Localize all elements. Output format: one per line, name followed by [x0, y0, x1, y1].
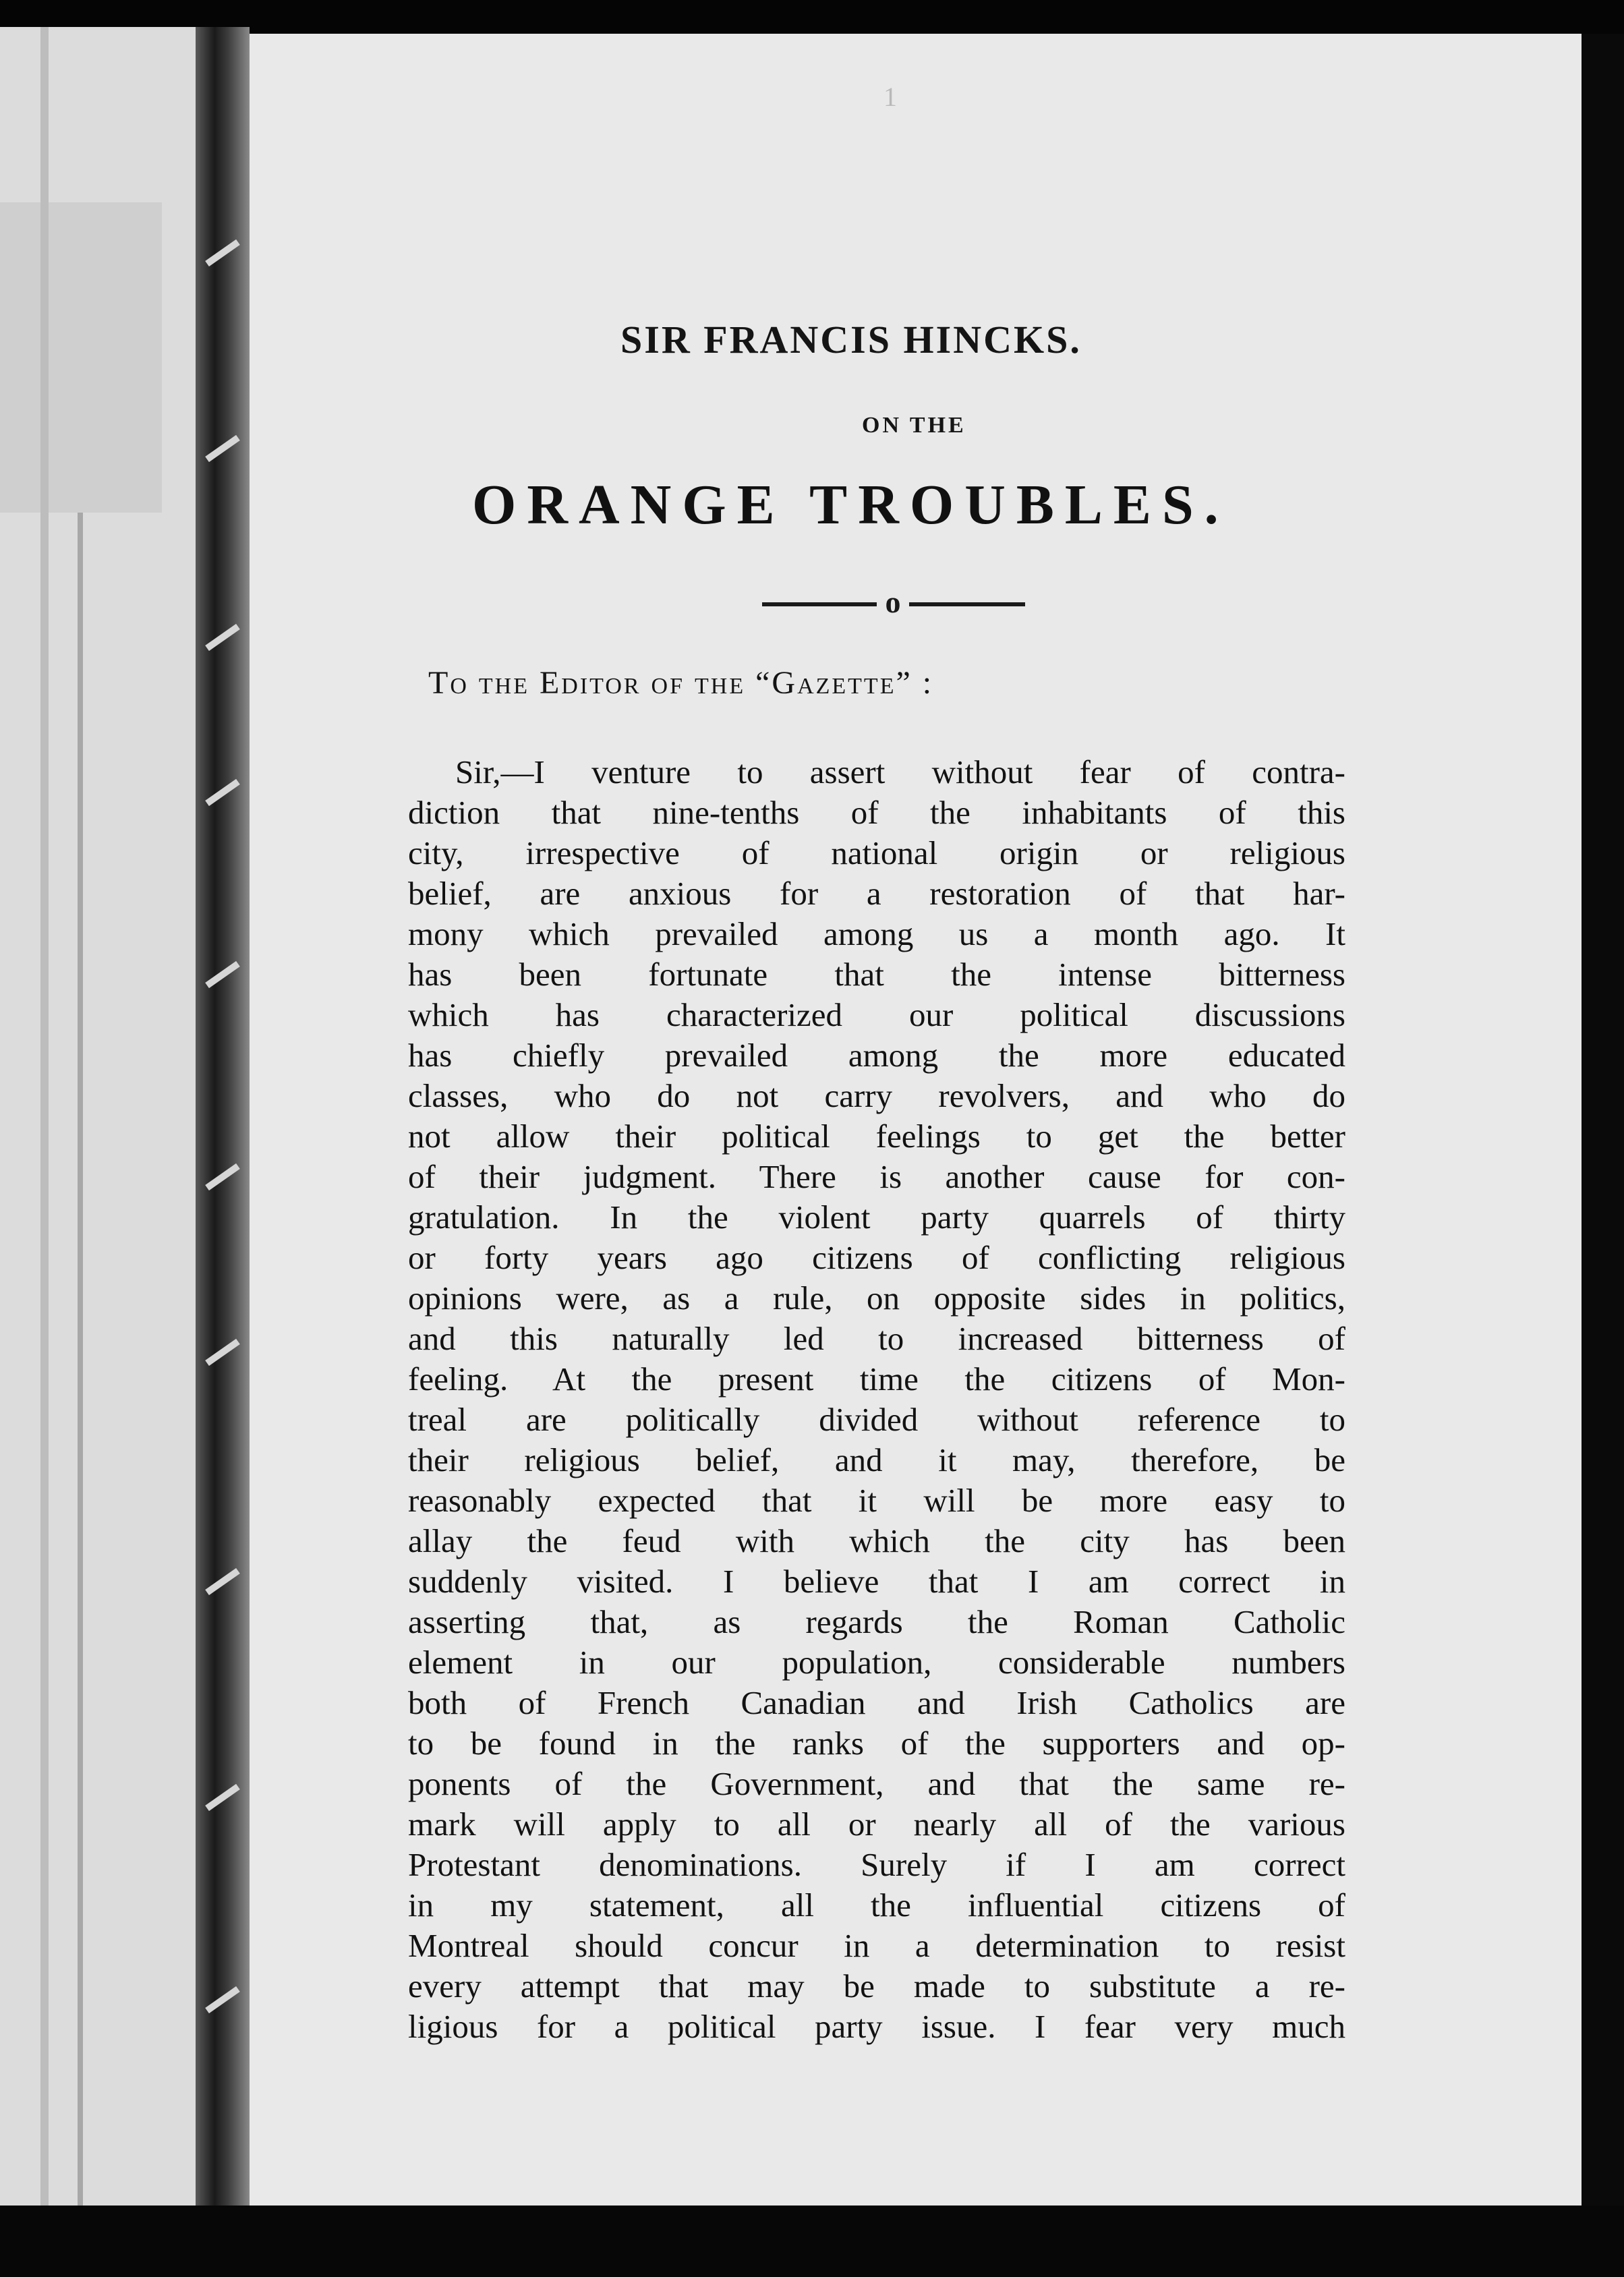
body-line: in my statement, all the influential citizens of — [408, 1886, 1345, 1924]
paper-crease — [78, 513, 83, 2212]
connector-heading: ON THE — [862, 413, 966, 438]
binding-stitch — [205, 1784, 240, 1811]
body-line: which has characterized our political discussions — [408, 996, 1345, 1033]
binding-stitch — [205, 1986, 240, 2013]
body-line: of their judgment. There is another cause for con- — [408, 1158, 1345, 1195]
body-line: or forty years ago citizens of conflicting religious — [408, 1239, 1345, 1276]
title-heading: ORANGE TROUBLES. — [472, 473, 1229, 536]
body-line: diction that nine-tenths of the inhabitants of this — [408, 794, 1345, 831]
book-binding-gutter — [196, 27, 250, 2212]
body-line: treal are politically divided without reference to — [408, 1401, 1345, 1438]
body-line: belief, are anxious for a restoration of that har- — [408, 875, 1345, 912]
binding-stitch — [205, 1339, 240, 1366]
divider-ornament: o — [877, 585, 909, 619]
body-line: mark will apply to all or nearly all of the various — [408, 1806, 1345, 1843]
left-page-leaf — [0, 27, 202, 2212]
body-line: every attempt that may be made to substitute a re- — [408, 1967, 1345, 2005]
letter-body — [408, 752, 1345, 2047]
page-number: 1 — [883, 82, 897, 112]
body-line: element in our population, considerable numbers — [408, 1644, 1345, 1681]
body-line: classes, who do not carry revolvers, and who do — [408, 1077, 1345, 1114]
body-line: asserting that, as regards the Roman Catholic — [408, 1603, 1345, 1640]
body-line: opinions were, as a rule, on opposite sides in politics, — [408, 1279, 1345, 1317]
body-line: feeling. At the present time the citizens of Mon- — [408, 1360, 1345, 1397]
body-line: Montreal should concur in a determination to resist — [408, 1927, 1345, 1964]
paper-crease — [40, 27, 49, 2212]
body-line: mony which prevailed among us a month ago. It — [408, 915, 1345, 952]
body-line: has been fortunate that the intense bitterness — [408, 956, 1345, 993]
body-line: city, irrespective of national origin or religious — [408, 834, 1345, 871]
paper-fold — [0, 202, 162, 513]
body-line: not allow their political feelings to get the better — [408, 1118, 1345, 1155]
letter-salutation: To the Editor of the “Gazette” : — [428, 665, 934, 701]
binding-stitch — [205, 435, 240, 462]
body-line: ligious for a political party issue. I fear very much — [408, 2008, 1345, 2045]
binding-stitch — [205, 239, 240, 266]
binding-stitch — [205, 1163, 240, 1190]
body-line: ponents of the Government, and that the same re- — [408, 1765, 1345, 1802]
binding-stitch — [205, 624, 240, 651]
binding-stitch — [205, 1568, 240, 1595]
body-line: Sir,—I venture to assert without fear of contra- — [455, 753, 1345, 790]
body-line: allay the feud with which the city has been — [408, 1522, 1345, 1559]
binding-stitch — [205, 779, 240, 806]
body-line: and this naturally led to increased bitterness of — [408, 1320, 1345, 1357]
scan-border-bottom — [0, 2206, 1624, 2277]
body-line: their religious belief, and it may, therefore, be — [408, 1441, 1345, 1478]
body-line: Protestant denominations. Surely if I am correct — [408, 1846, 1345, 1883]
body-line: suddenly visited. I believe that I am correct in — [408, 1563, 1345, 1600]
body-line: both of French Canadian and Irish Catholics are — [408, 1684, 1345, 1721]
body-line: reasonably expected that it will be more easy to — [408, 1482, 1345, 1519]
body-line: to be found in the ranks of the supporters and op- — [408, 1725, 1345, 1762]
body-line: has chiefly prevailed among the more educated — [408, 1037, 1345, 1074]
author-heading: SIR FRANCIS HINCKS. — [620, 318, 1082, 362]
binding-stitch — [205, 961, 240, 988]
scan-border-right — [1582, 34, 1624, 2277]
body-line: gratulation. In the violent party quarrels of thirty — [408, 1199, 1345, 1236]
